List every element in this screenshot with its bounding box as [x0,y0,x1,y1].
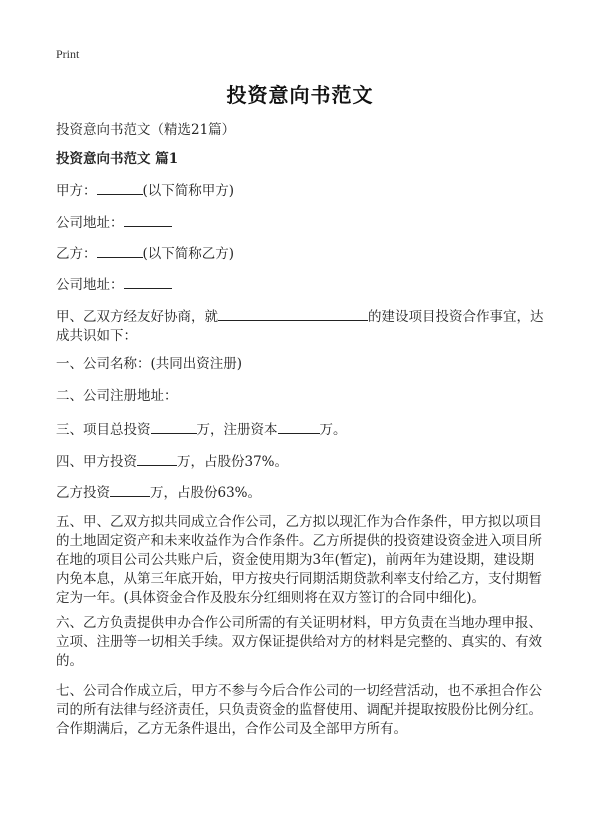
section-heading: 投资意向书范文 篇1 [56,151,179,167]
registered-capital-blank [278,419,320,434]
intro-line-1 [56,306,548,327]
party-a-address-line [56,212,548,233]
party-b-investment-blank [110,482,150,497]
item-4 [56,451,548,472]
party-a-address-blank [124,212,172,227]
print-link[interactable]: Print [56,47,80,61]
address-label: 公司地址： [56,215,124,231]
item-5-line: 内免本息，从第三年底开始，甲方按央行同期活期贷款利率支付给乙方，支付期暂 [56,571,542,587]
item-5-line: 在地的项目公司公共账户后，资金使用期为3年(暂定)，前两年为建设期，建设期 [56,552,535,568]
intro-text-end: 的建设项目投资合作事宜，达 [368,309,544,325]
intro-paragraph [56,306,548,346]
party-a-line [56,180,548,201]
document-title: 投资意向书范文 [226,83,374,107]
item-4-text-a: 四、甲方投资 [56,454,137,470]
item-5 [56,513,548,608]
item-7 [56,682,548,739]
item-6-line: 的。 [56,653,83,669]
party-a-blank [97,180,143,195]
item-7-line: 司的所有法律与经济责任，只负责资金的监督使用、调配并提取按股份比例分红。 [56,702,542,718]
item-5-line: 的土地固定资产和未来收益作为合作条件。乙方所提供的投资建设资金进入项目所 [56,533,542,549]
item-7-line: 合作期满后，乙方无条件退出，合作公司及全部甲方所有。 [56,721,407,737]
intro-text-start: 甲、乙双方经友好协商，就 [56,309,218,325]
party-b-address-blank [124,274,172,289]
item-3-text-b: 万，注册资本 [196,422,278,438]
item-4b-text-a: 乙方投资 [56,485,110,501]
item-5-line: 定为一年。(具体资金合作及股东分红细则将在双方签订的合同中细化)。 [56,590,486,606]
item-3-text-a: 三、项目总投资 [56,422,151,438]
party-b-address-line [56,274,548,295]
item-3-text-c: 万。 [319,422,347,438]
address-label: 公司地址： [56,277,124,293]
party-b-blank [97,243,143,258]
party-a-note: (以下简称甲方) [142,183,235,199]
project-name-blank [218,306,368,321]
party-a-label: 甲方： [56,183,97,199]
party-b-line [56,243,548,264]
item-2: 二、公司注册地址： [56,388,178,404]
item-6-line: 六、乙方负责提供申办合作公司所需的有关证明材料，甲方负责在当地办理申报、 [56,615,542,631]
item-6 [56,614,548,671]
party-a-investment-blank [137,451,177,466]
item-4-text-b: 万，占股份37%。 [177,454,289,470]
total-investment-blank [151,419,197,434]
item-5-line: 五、甲、乙双方拟共同成立合作公司，乙方拟以现汇作为合作条件，甲方拟以项目 [56,514,542,530]
party-b-label: 乙方： [56,246,97,262]
item-7-line: 七、公司合作成立后，甲方不参与今后合作公司的一切经营活动，也不承担合作公 [56,683,542,699]
party-b-note: (以下简称乙方) [142,246,235,262]
item-3 [56,419,548,440]
item-1: 一、公司名称：(共同出资注册) [56,356,243,372]
item-4b-text-b: 万，占股份63%。 [150,485,262,501]
item-4b [56,482,548,503]
item-6-line: 立项、注册等一切相关手续。双方保证提供给对方的材料是完整的、真实的、有效 [56,634,542,650]
intro-line-2: 成共识如下： [56,328,137,344]
document-subtitle: 投资意向书范文（精选21篇） [56,122,236,138]
